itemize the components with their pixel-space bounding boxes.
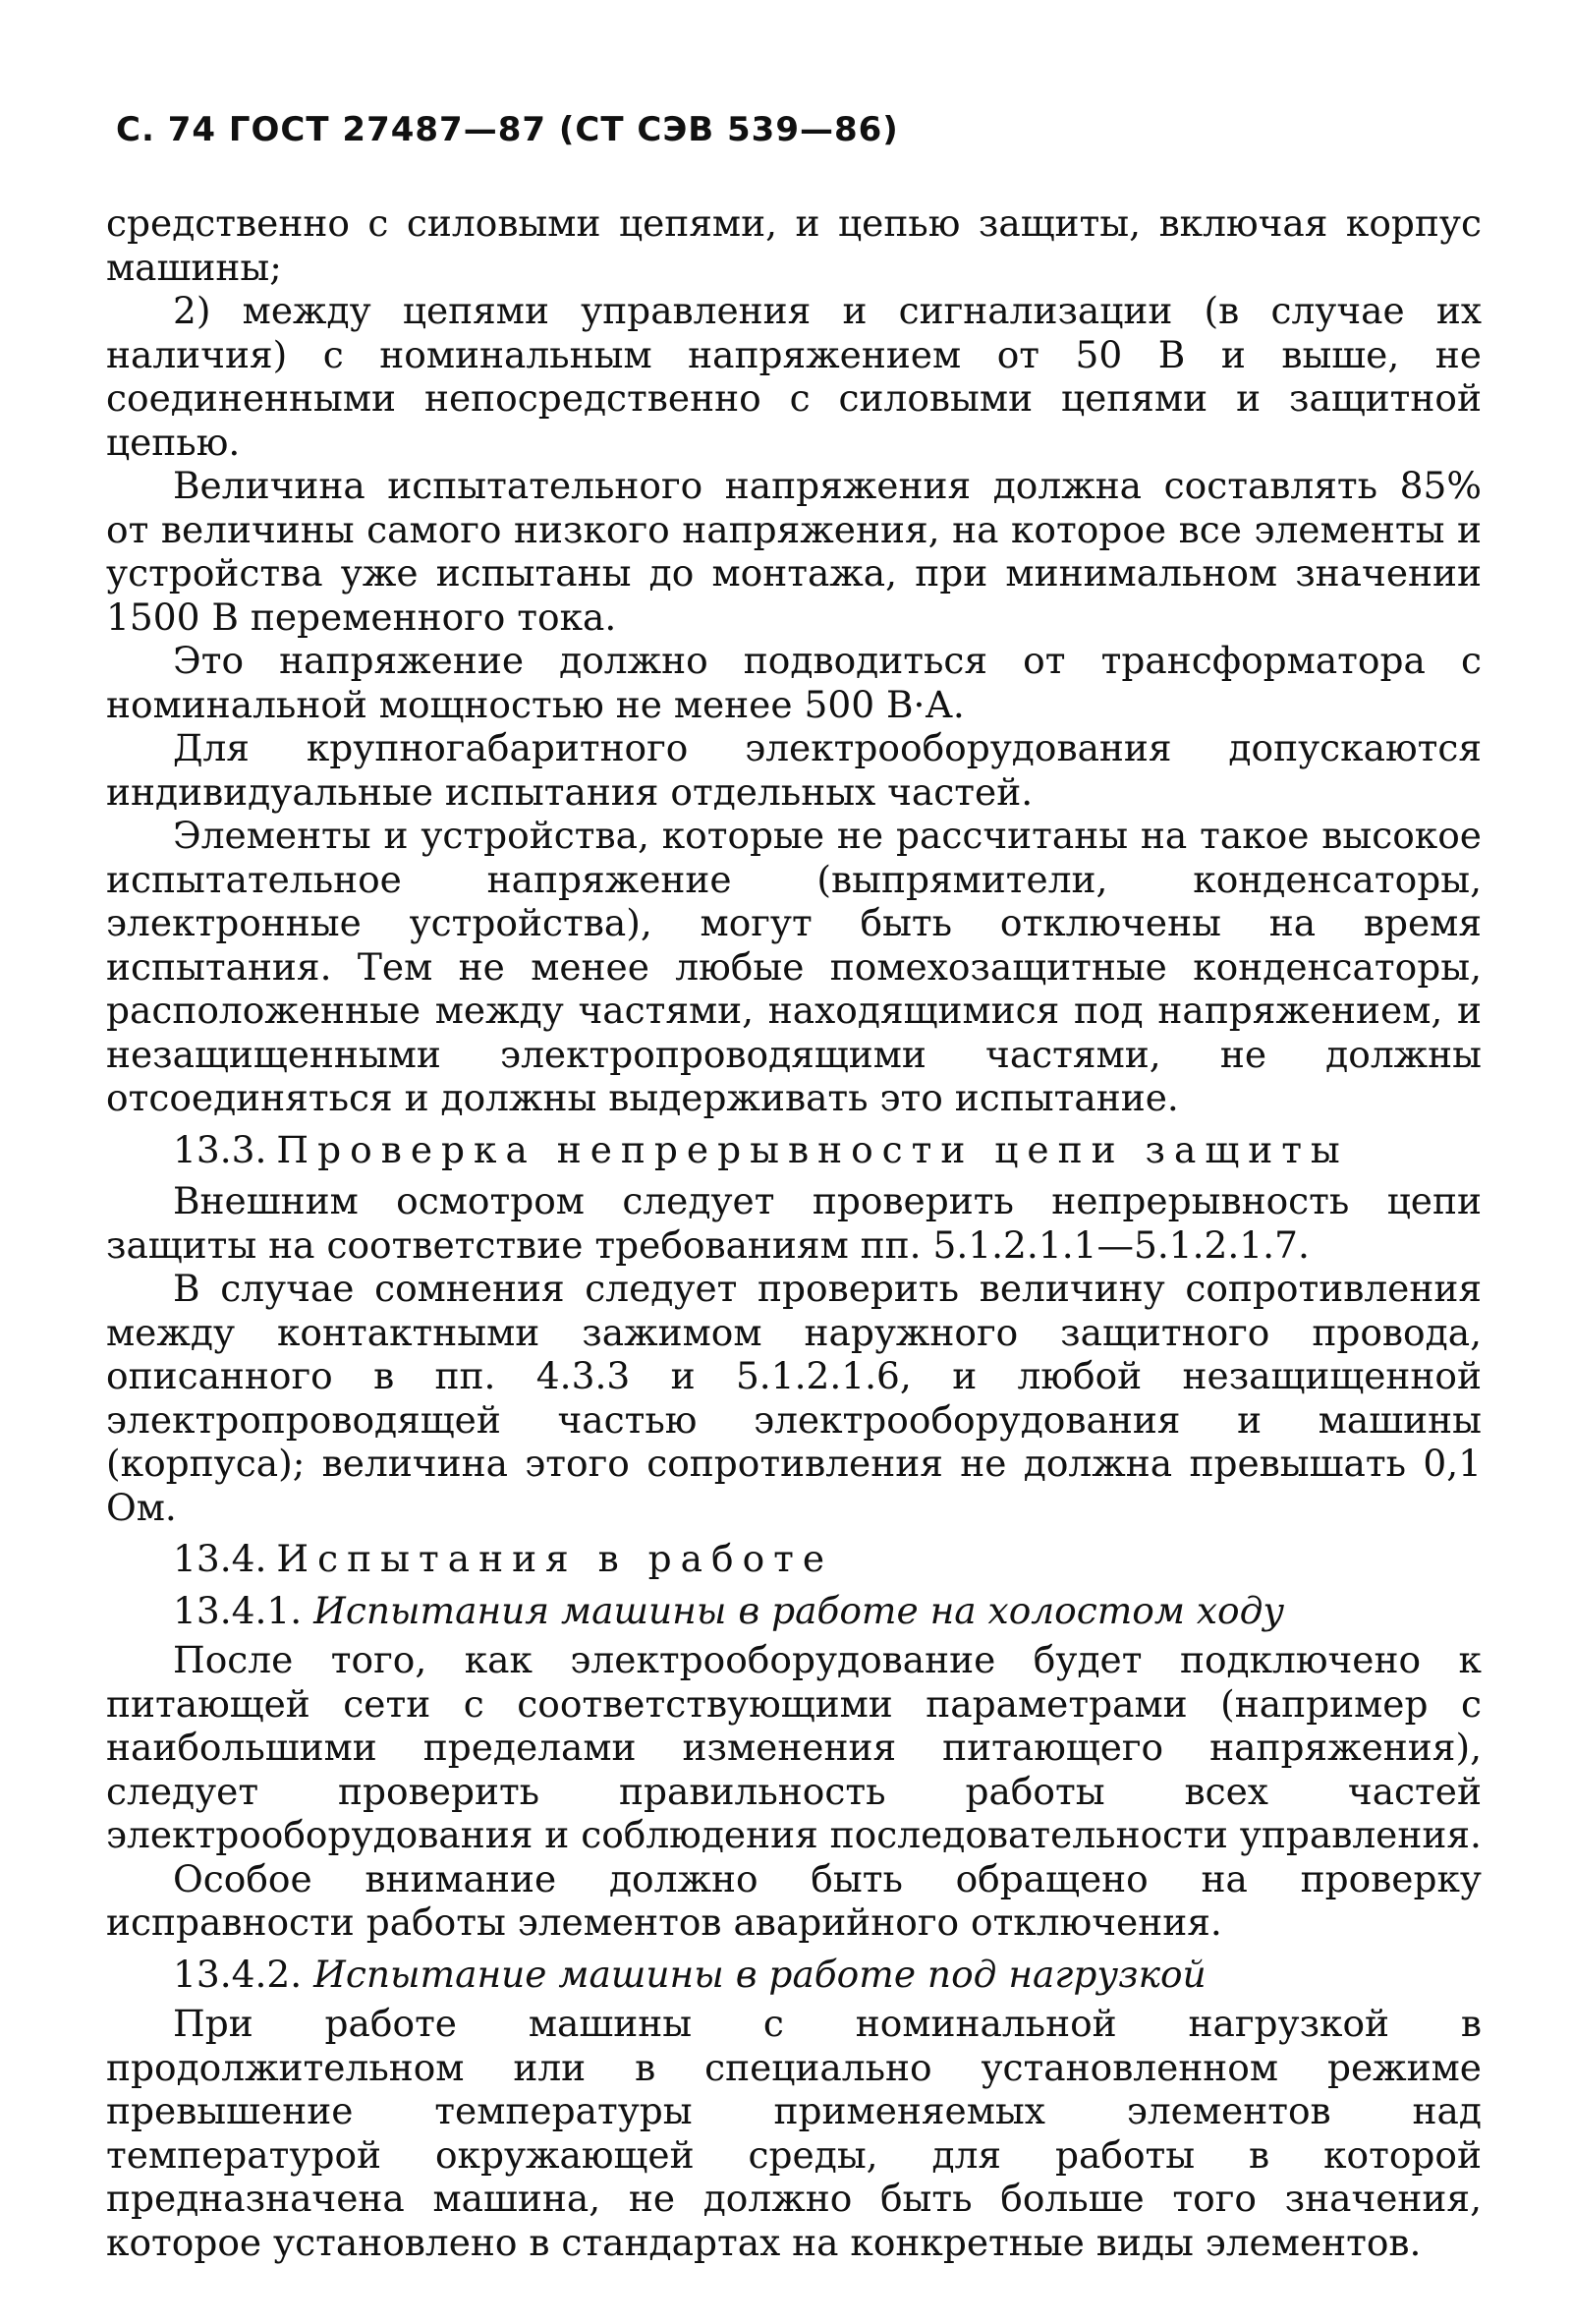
- section-13-4-heading: [173, 1537, 1482, 1581]
- paragraph-control-circuits: 2) между цепями управления и сигнализации (в случае их наличия) с номинальным напряжением от 50 В и выше, не соединенными непосредственно с силовыми цепями и защитной цепью.: [106, 289, 1482, 464]
- paragraph-transformer: Это напряжение должно подводиться от трансформатора с номинальной мощностью не менее 500 В·А.: [106, 639, 1482, 726]
- section-number: 13.4.: [173, 1537, 267, 1580]
- section-13-3-heading: [173, 1128, 1482, 1172]
- page-content: [106, 201, 1482, 2264]
- section-number: 13.4.2.: [173, 1952, 303, 1996]
- section-number: 13.3.: [173, 1127, 267, 1171]
- paragraph-resistance-check: В случае сомнения следует проверить величину сопротивления между контактными зажимом наружного защитного провода, описанного в пп. 4.3.3 и 5.1.2.1.6, и любой незащищенной электропроводящей частью электрооборудования и машины (корпуса); величина этого сопротивления не должна превышать 0,1 Ом.: [106, 1267, 1482, 1529]
- paragraph-large-equipment: Для крупногабаритного электрооборудования допускаются индивидуальные испытания отдельных частей.: [106, 726, 1482, 814]
- section-title: Испытания в работе: [276, 1537, 834, 1580]
- section-13-4-2-heading: [173, 1953, 1482, 1997]
- section-number: 13.4.1.: [173, 1588, 303, 1632]
- paragraph-emergency-stop: Особое внимание должно быть обращено на проверку исправности работы элементов аварийного отключения.: [106, 1856, 1482, 1944]
- page-header: С. 74 ГОСТ 27487—87 (СТ СЭВ 539—86): [116, 110, 899, 149]
- section-title: Проверка непрерывности цепи защиты: [276, 1127, 1349, 1171]
- paragraph-continuation: средственно с силовыми цепями, и цепью защиты, включая корпус машины;: [106, 201, 1482, 289]
- paragraph-test-voltage: Величина испытательного напряжения должна составлять 85% от величины самого низкого напряжения, на которое все элементы и устройства уже испытаны до монтажа, при минимальном значении 1500 В переменного тока.: [106, 464, 1482, 639]
- section-title: Испытания машины в работе на холостом ходу: [313, 1588, 1285, 1632]
- paragraph-load-test: При работе машины с номинальной нагрузкой в продолжительном или в специально установленном режиме превышение температуры применяемых элементов над температурой окружающей среды, для работы в которой предназначена машина, не должно быть больше того значения, которое установлено в стандартах на конкретные виды элементов.: [106, 2002, 1482, 2264]
- paragraph-visual-inspection: Внешним осмотром следует проверить непрерывность цепи защиты на соответствие требованиям пп. 5.1.2.1.1—5.1.2.1.7.: [106, 1179, 1482, 1267]
- section-13-4-1-heading: [173, 1589, 1482, 1633]
- paragraph-disconnect-elements: Элементы и устройства, которые не рассчитаны на такое высокое испытательное напряжение (выпрямители, конденсаторы, электронные устройства), могут быть отключены на время испытания. Тем не менее любые помехозащитные конденсаторы, расположенные между частями, находящимися под напряжением, и незащищенными электропроводящими частями, не должны отсоединяться и должны выдерживать это испытание.: [106, 814, 1482, 1119]
- paragraph-idle-test: После того, как электрооборудование будет подключено к питающей сети с соответствующими параметрами (например с наибольшими пределами изменения питающего напряжения), следует проверить правильность работы всех частей электрооборудования и соблюдения последовательности управления.: [106, 1638, 1482, 1856]
- section-title: Испытание машины в работе под нагрузкой: [313, 1952, 1207, 1996]
